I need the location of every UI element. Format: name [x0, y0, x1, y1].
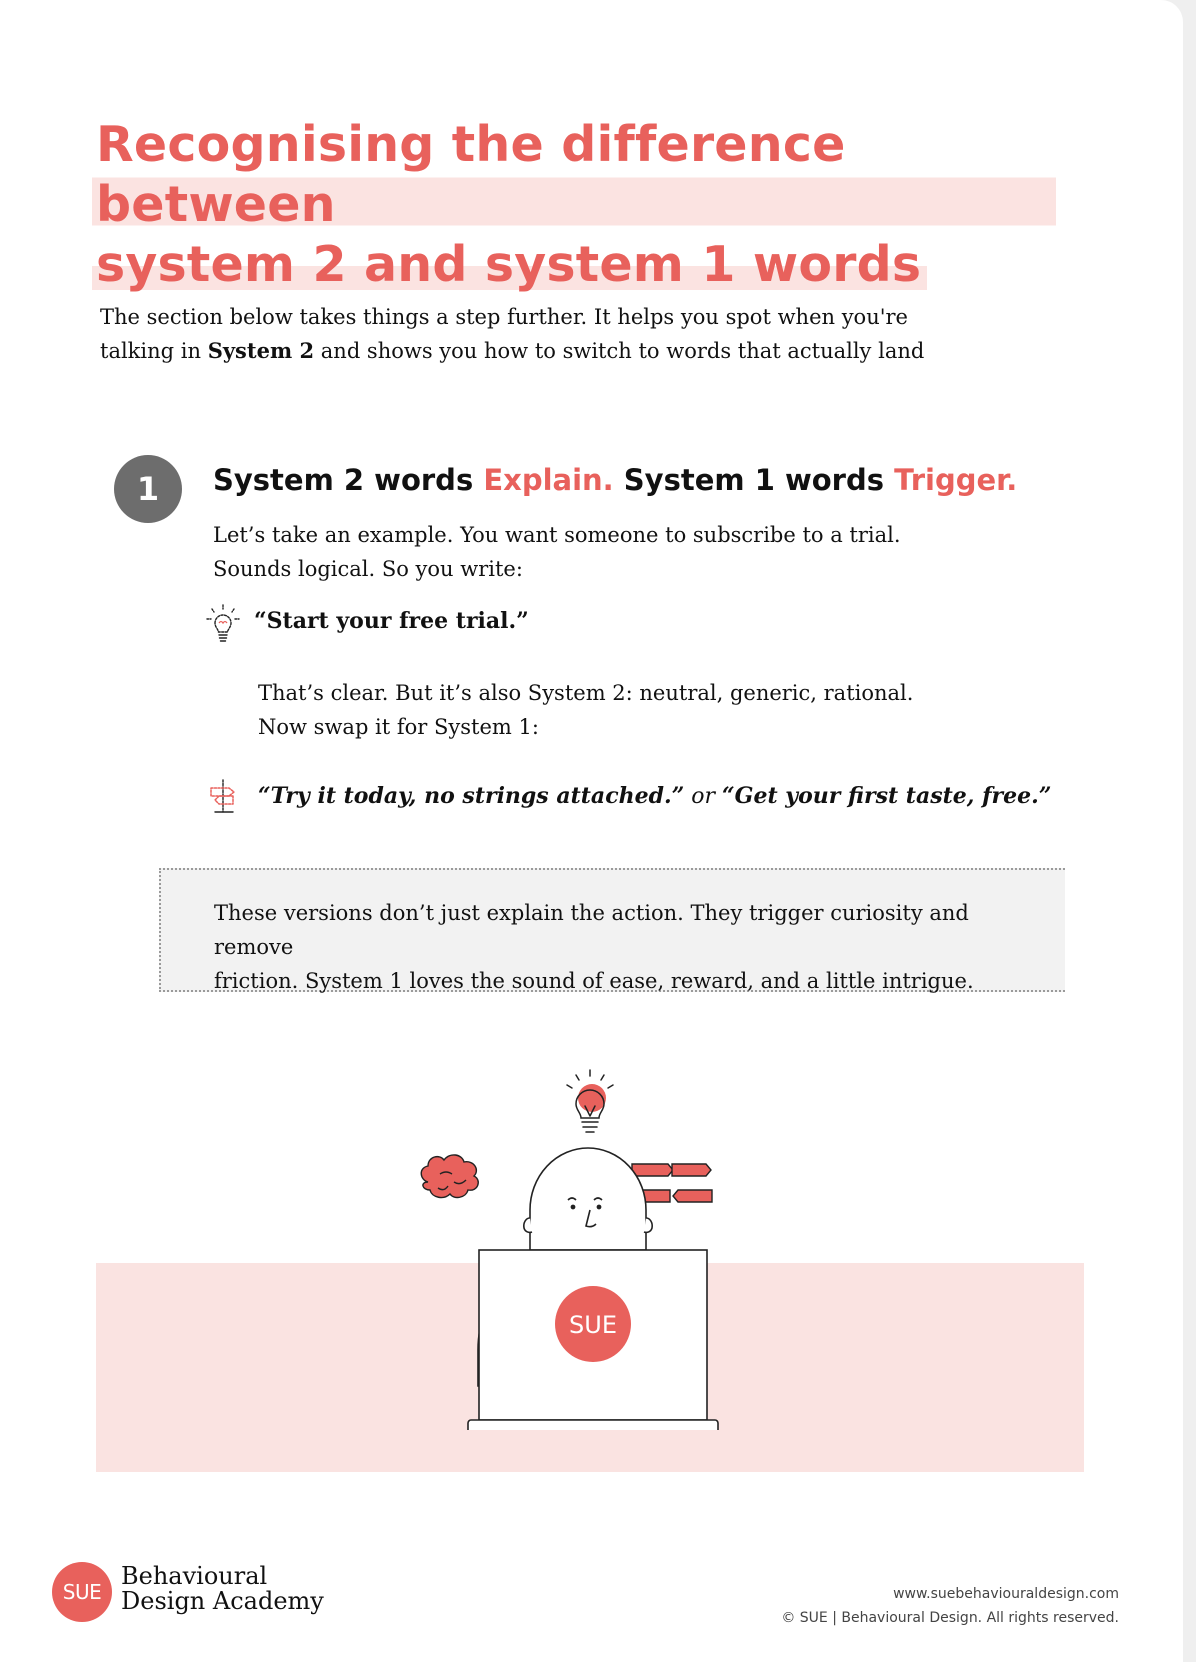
step-body-line-2: Sounds logical. So you write: — [213, 557, 523, 581]
lightbulb-icon — [567, 1070, 613, 1132]
title-line-1: Recognising the difference between — [92, 115, 1056, 235]
heading-accent-explain: Explain. — [483, 463, 614, 497]
page-title — [96, 115, 1056, 295]
callout-text — [214, 896, 1034, 998]
step-number-badge: 1 — [114, 455, 182, 523]
heading-accent-trigger: Trigger. — [894, 463, 1018, 497]
person-at-laptop-illustration — [380, 1060, 800, 1430]
quote-system1-b: “Get your first taste, free.” — [722, 783, 1052, 809]
heading-part-b: System 1 words — [613, 463, 895, 497]
academy-name — [121, 1564, 324, 1614]
callout-box — [159, 868, 1065, 992]
academy-name-line-1: Behavioural — [121, 1562, 268, 1590]
explanation-line-2: Now swap it for System 1: — [258, 715, 539, 739]
callout-line-2: friction. System 1 loves the sound of ease, reward, and a little intrigue. — [214, 969, 974, 993]
intro-text-1: The section below takes things a step further. It helps you spot when you're talking in — [100, 305, 908, 363]
intro-text-2: and shows you how to switch to words that actually land — [314, 339, 925, 363]
step-body — [213, 518, 973, 586]
academy-name-line-2: Design Academy — [121, 1587, 324, 1615]
quote-system1-a: “Try it today, no strings attached.” — [258, 783, 685, 809]
quote-system1 — [258, 783, 1051, 809]
footer-info — [719, 1582, 1119, 1630]
lightbulb-icon — [203, 603, 243, 647]
signpost-icon — [203, 776, 247, 816]
intro-bold: System 2 — [207, 338, 315, 363]
brain-icon — [421, 1155, 478, 1198]
quote-or: or — [684, 784, 723, 809]
callout-line-1: These versions don’t just explain the action. They trigger curiosity and remove — [214, 901, 969, 959]
quote-system2: “Start your free trial.” — [254, 608, 529, 634]
explanation-line-1: That’s clear. But it’s also System 2: neutral, generic, rational. — [258, 681, 914, 705]
laptop — [468, 1250, 718, 1430]
step-heading — [213, 463, 1017, 497]
heading-part-a: System 2 words — [213, 463, 484, 497]
explanation-text — [258, 676, 1018, 744]
intro-paragraph — [100, 300, 980, 368]
website-link[interactable]: www.suebehaviouraldesign.com — [893, 1586, 1119, 1602]
copyright-text: © SUE | Behavioural Design. All rights reserved. — [781, 1610, 1119, 1626]
laptop-logo: SUE — [569, 1311, 617, 1339]
title-line-2: system 2 and system 1 words — [92, 235, 927, 295]
step-body-line-1: Let’s take an example. You want someone to subscribe to a trial. — [213, 523, 901, 547]
sue-logo: SUE — [52, 1562, 112, 1622]
